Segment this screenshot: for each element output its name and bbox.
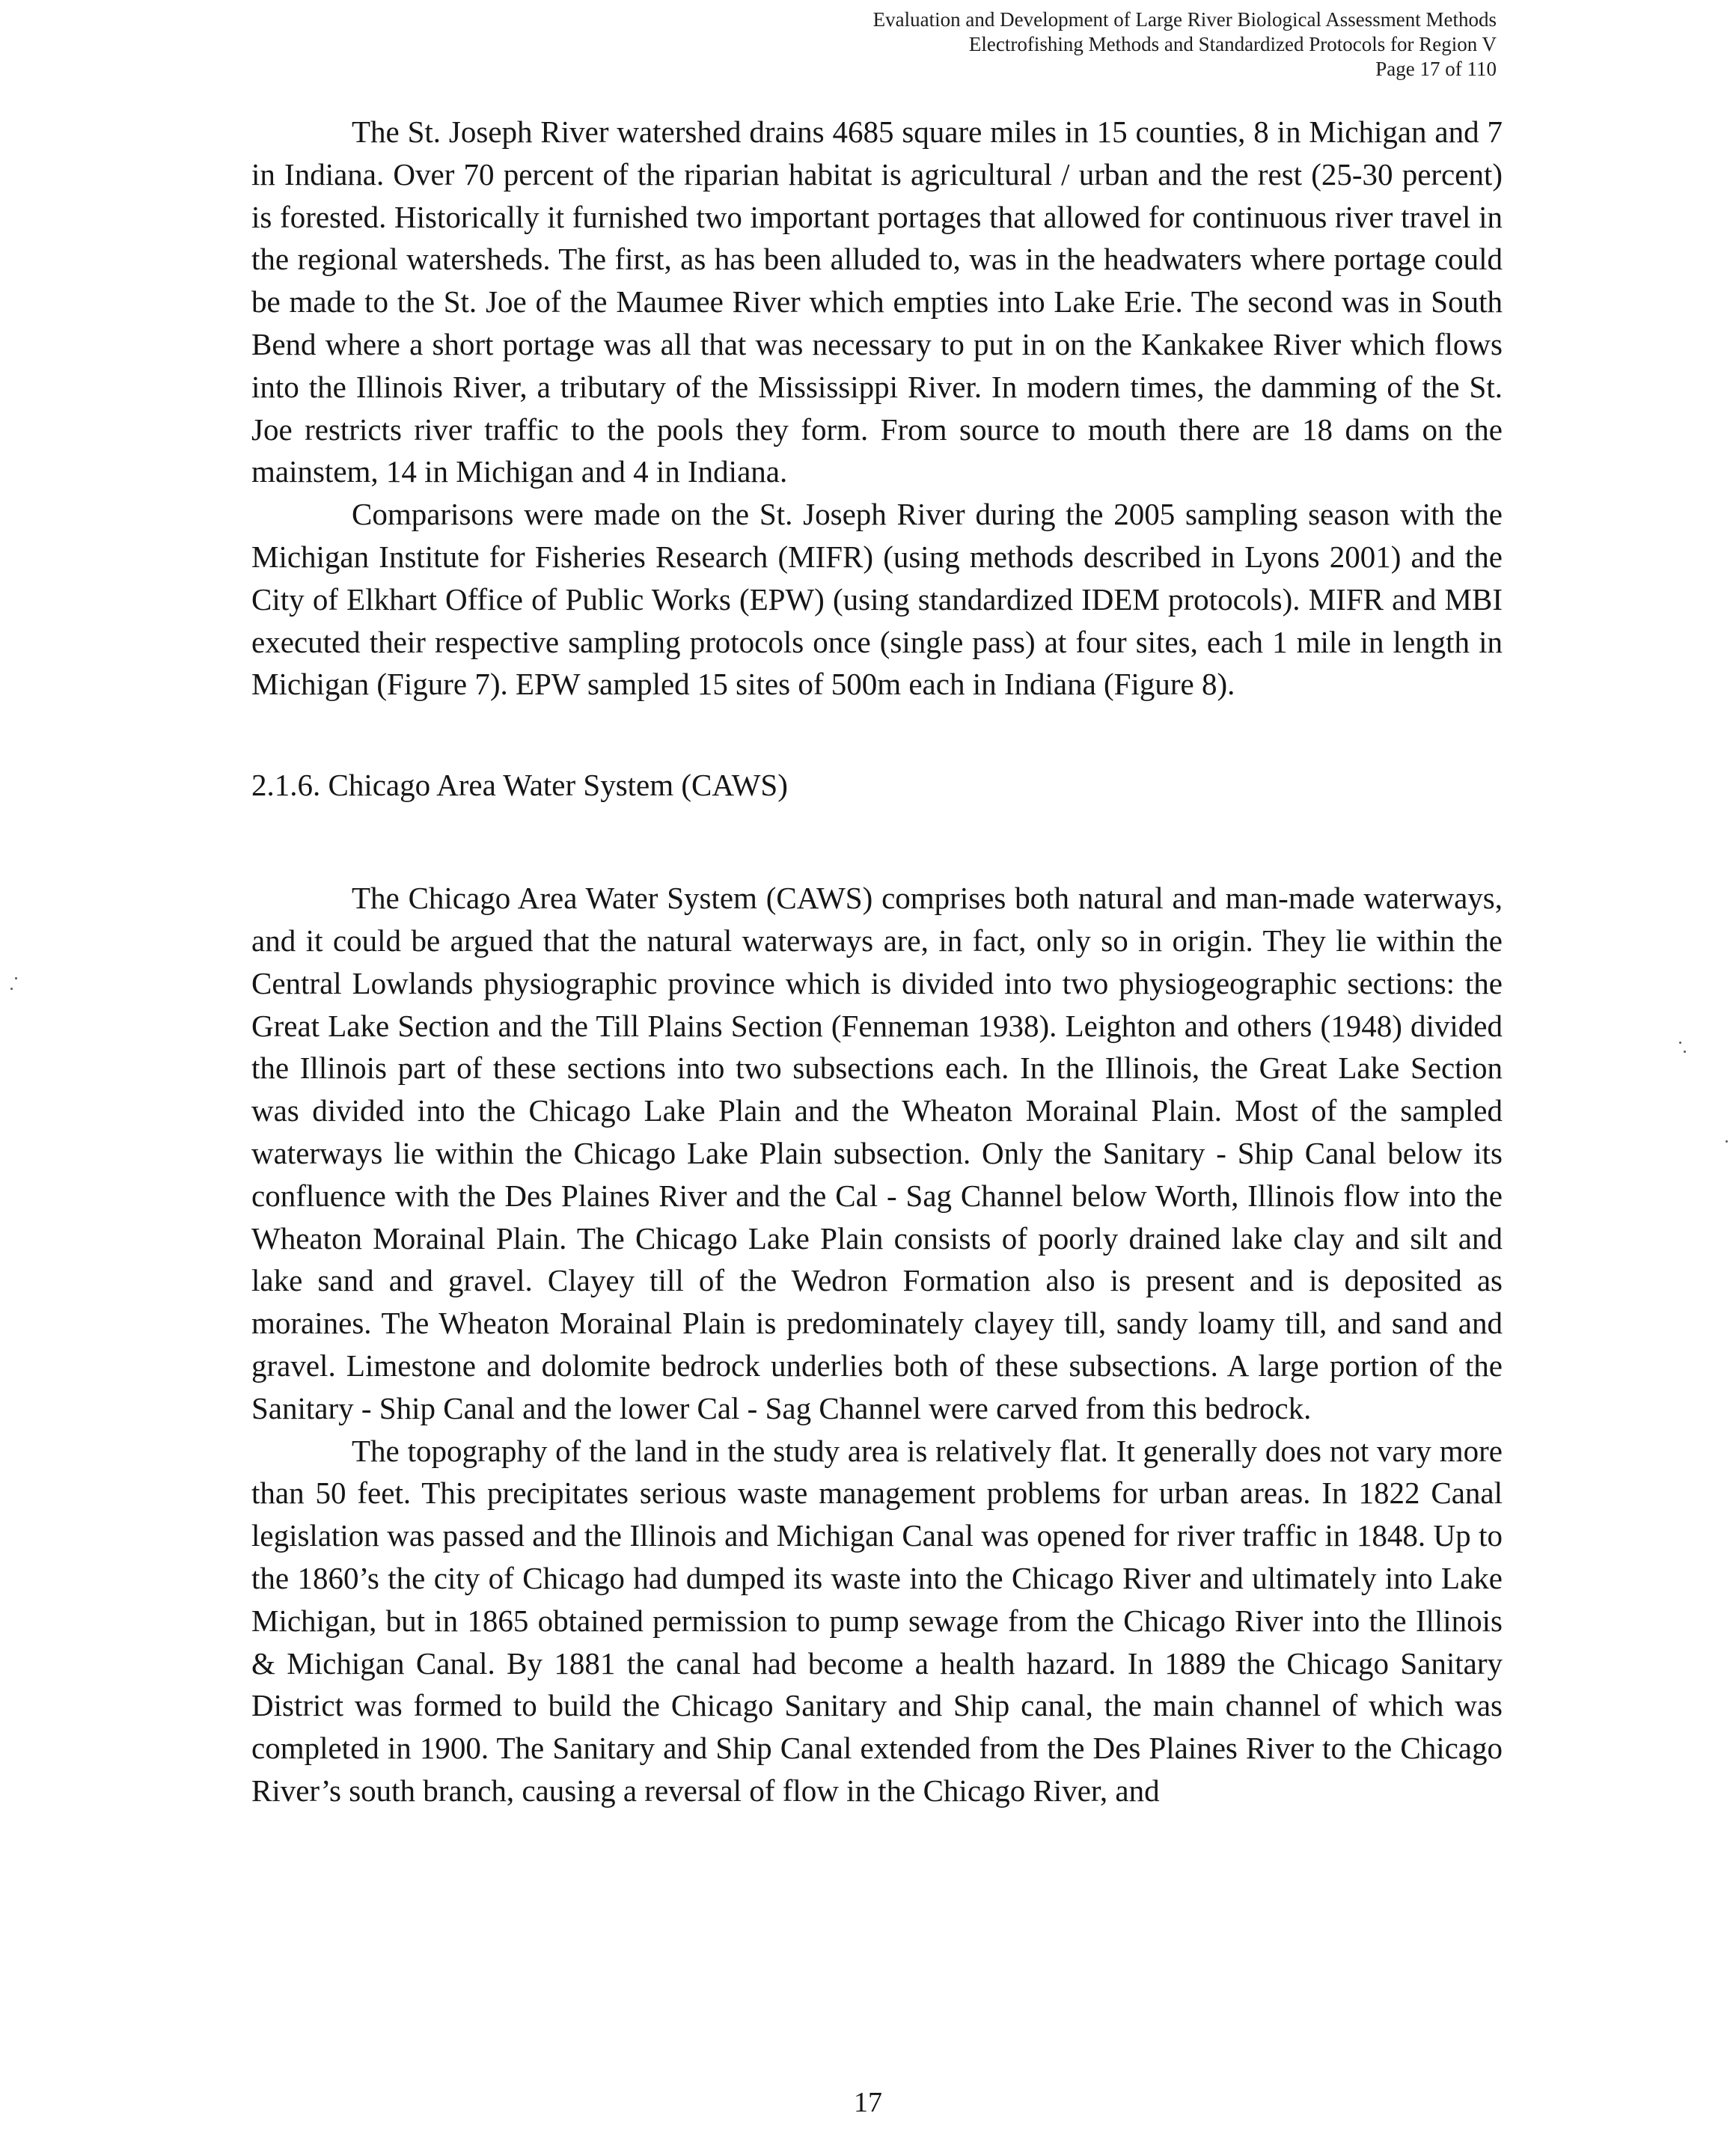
scan-speck: [1684, 1051, 1686, 1053]
paragraph-caws-geology: The Chicago Area Water System (CAWS) comprises both natural and man-made waterways, and it could be argued that the natural waterways are, in fact, only so in origin. They lie within the Central Lowlands physiographic province which is divided into two physiogeographic sections: the Great Lake Section and the Till Plains Section (Fenneman 1938). Leighton and others (1948) divided the Illinois part of these sections into two subsections each. In the Illinois, the Great Lake Section was divided into the Chicago Lake Plain and the Wheaton Morainal Plain. Most of the sampled waterways lie within the Chicago Lake Plain subsection. Only the Sanitary - Ship Canal below its confluence with the Des Plaines River and the Cal - Sag Channel below Worth, Illinois flow into the Wheaton Morainal Plain. The Chicago Lake Plain consists of poorly drained lake clay and silt and lake sand and gravel. Clayey till of the Wedron Formation also is present and is deposited as moraines. The Wheaton Morainal Plain is predominately clayey till, sandy loamy till, and sand and gravel. Limestone and dolomite bedrock underlies both of these subsections. A large portion of the Sanitary - Ship Canal and the lower Cal - Sag Channel were carved from this bedrock.: [251, 881, 1503, 1425]
paragraph-st-joseph-comparisons: Comparisons were made on the St. Joseph River during the 2005 sampling season with the Michigan Institute for Fisheries Research (MIFR) (using methods described in Lyons 2001) and the City of Elkhart Office of Public Works (EPW) (using standardized IDEM protocols). MIFR and MBI executed their respective sampling protocols once (single pass) at four sites, each 1 mile in length in Michigan (Figure 7). EPW sampled 15 sites of 500m each in Indiana (Figure 8).: [251, 497, 1503, 702]
header-report-title: Evaluation and Development of Large River Biological Assessment Methods: [872, 8, 1497, 31]
running-header: [449, 7, 1497, 82]
scan-speck: [15, 977, 17, 979]
header-report-subtitle: Electrofishing Methods and Standardized Protocols for Region V: [968, 33, 1497, 55]
page-number: 17: [854, 2087, 882, 2118]
paragraph-st-joseph-watershed: The St. Joseph River watershed drains 4685 square miles in 15 counties, 8 in Michigan and 7 in Indiana. Over 70 percent of the riparian habitat is agricultural / urban and the rest (25-30 percent) is forested. Historically it furnished two important portages that allowed for continuous river travel in the regional watersheds. The first, as has been alluded to, was in the headwaters where portage could be made to the St. Joe of the Maumee River which empties into Lake Erie. The second was in South Bend where a short portage was all that was necessary to put in on the Kankakee River which flows into the Illinois River, a tributary of the Mississippi River. In modern times, the damming of the St. Joe restricts river traffic to the pools they form. From source to mouth there are 18 dams on the mainstem, 14 in Michigan and 4 in Indiana.: [251, 114, 1503, 489]
header-page-indicator: Page 17 of 110: [1375, 58, 1497, 80]
scan-speck: [1679, 1042, 1681, 1044]
scan-speck: [1726, 1140, 1728, 1143]
scan-speck: [10, 988, 13, 990]
paragraph-caws-topography: The topography of the land in the study area is relatively flat. It generally does not vary more than 50 feet. This precipitates serious waste management problems for urban areas. In 1822 Canal legislation was passed and the Illinois and Michigan Canal was opened for river traffic in 1848. Up to the 1860’s the city of Chicago had dumped its waste into the Chicago River and ultimately into Lake Michigan, but in 1865 obtained permission to pump sewage from the Chicago River into the Illinois & Michigan Canal. By 1881 the canal had become a health hazard. In 1889 the Chicago Sanitary District was formed to build the Chicago Sanitary and Ship canal, the main channel of which was completed in 1900. The Sanitary and Ship Canal extended from the Des Plaines River to the Chicago River’s south branch, causing a reversal of flow in the Chicago River, and: [251, 1433, 1503, 1808]
body-text: [251, 111, 1503, 1812]
section-heading-caws: 2.1.6. Chicago Area Water System (CAWS): [251, 768, 788, 803]
